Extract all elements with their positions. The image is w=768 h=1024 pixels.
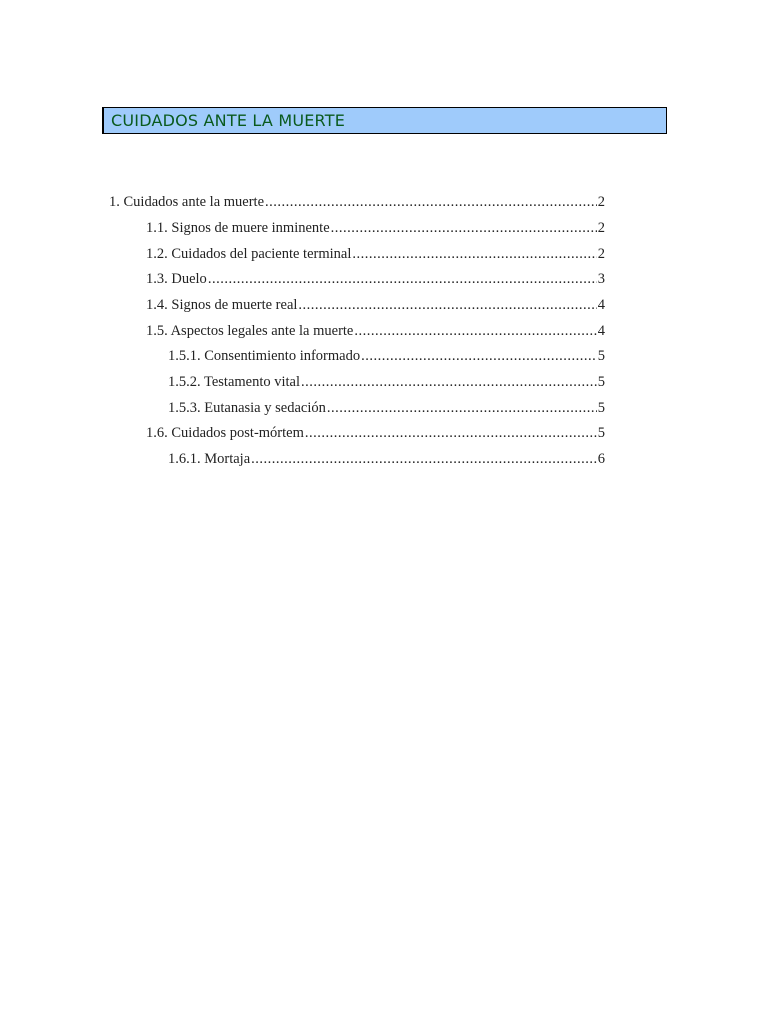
toc-entry[interactable] xyxy=(146,320,605,342)
toc-entry-page: 4 xyxy=(597,297,605,313)
toc-entry-label: 1.5.3. Eutanasia y sedación xyxy=(168,400,326,416)
toc-leader-dots xyxy=(265,191,597,213)
toc-leader-dots xyxy=(298,294,596,316)
toc-entry-label: 1.5.1. Consentimiento informado xyxy=(168,348,361,364)
toc-entry-page: 6 xyxy=(597,451,605,467)
toc-entry-label: 1.6. Cuidados post-mórtem xyxy=(146,425,304,441)
toc-entry-page: 5 xyxy=(597,400,605,416)
toc-entry[interactable] xyxy=(146,422,605,444)
toc-entry[interactable] xyxy=(168,345,605,367)
toc-entry[interactable] xyxy=(146,268,605,290)
toc-leader-dots xyxy=(208,268,597,290)
document-title: CUIDADOS ANTE LA MUERTE xyxy=(111,111,345,130)
toc-leader-dots xyxy=(354,320,596,342)
toc-entry-label: 1.1. Signos de muere inminente xyxy=(146,220,330,236)
toc-entry[interactable] xyxy=(146,217,605,239)
toc-entry-label: 1.4. Signos de muerte real xyxy=(146,297,298,313)
toc-entry-page: 2 xyxy=(597,194,605,210)
toc-leader-dots xyxy=(352,243,596,265)
toc-entry-page: 5 xyxy=(597,348,605,364)
toc-entry-label: 1.5. Aspectos legales ante la muerte xyxy=(146,323,354,339)
toc-entry-page: 2 xyxy=(597,220,605,236)
toc-leader-dots xyxy=(331,217,597,239)
toc-entry-page: 5 xyxy=(597,425,605,441)
toc-entry-label: 1.2. Cuidados del paciente terminal xyxy=(146,246,352,262)
toc-entry-label: 1. Cuidados ante la muerte xyxy=(109,194,265,210)
toc-leader-dots xyxy=(361,345,597,367)
toc-entry[interactable] xyxy=(146,294,605,316)
toc-leader-dots xyxy=(305,422,597,444)
toc-entry[interactable] xyxy=(168,448,605,470)
toc-entry-page: 3 xyxy=(597,271,605,287)
toc-entry-page: 2 xyxy=(597,246,605,262)
toc-entry-page: 5 xyxy=(597,374,605,390)
toc-entry[interactable] xyxy=(146,243,605,265)
toc-entry[interactable] xyxy=(109,191,605,213)
toc-leader-dots xyxy=(301,371,597,393)
title-banner xyxy=(102,107,667,134)
toc-entry-label: 1.5.2. Testamento vital xyxy=(168,374,301,390)
toc-entry-label: 1.6.1. Mortaja xyxy=(168,451,251,467)
toc-entry-label: 1.3. Duelo xyxy=(146,271,207,287)
toc-leader-dots xyxy=(327,397,597,419)
toc-entry-page: 4 xyxy=(597,323,605,339)
toc-entry[interactable] xyxy=(168,371,605,393)
toc-entry[interactable] xyxy=(168,397,605,419)
toc-leader-dots xyxy=(251,448,597,470)
